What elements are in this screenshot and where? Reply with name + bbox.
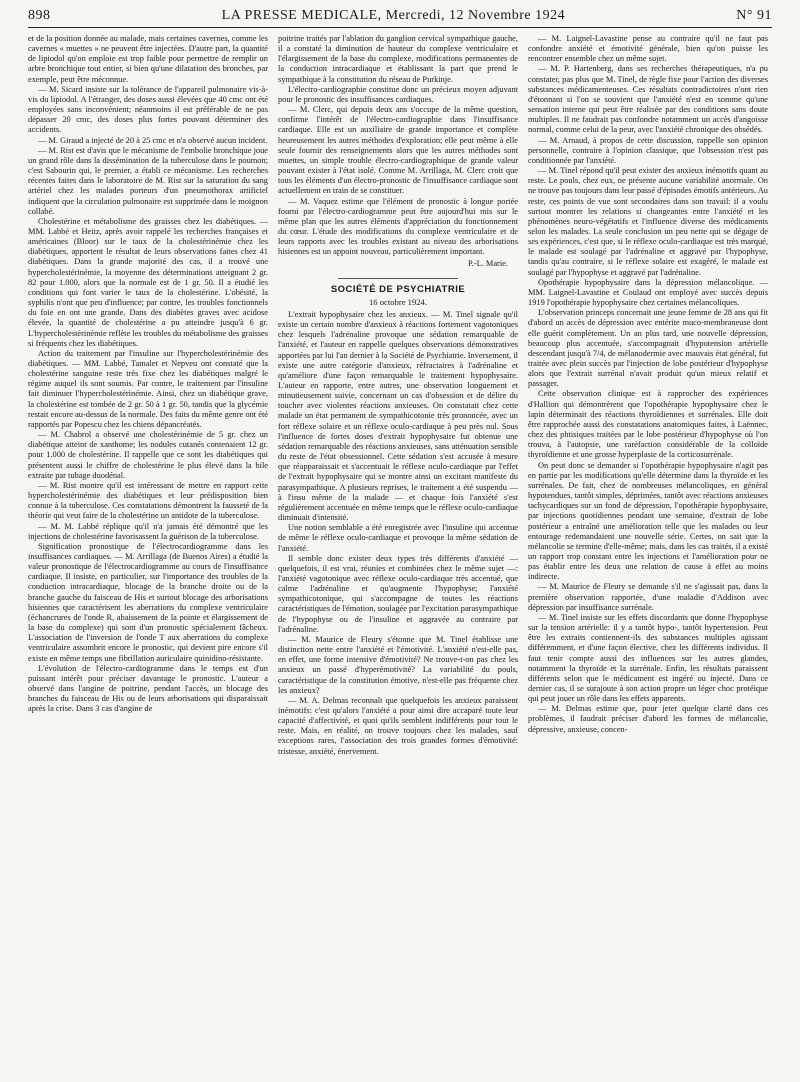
paragraph: — M. Tinel insiste sur les effets discordants que donne l'hypophyse sur la tension artérielle: il y a tantôt hypo-, tantôt hypertension. Peut être les extraits contiennent-ils des substances multiples agissant différemment, et d'une façon élective, chez les différents individus. Il faut tenir compte aussi des influences sur les autres glandes, notamment la thyroïde et la surrénale. Enfin, les résultats paraissent différents selon que le médicament est ingéré ou injecté. Dans ce dernier cas, il se surajoute à son action propre un léger choc protéique qui peut jouer un rôle dans les effets apparents. — [528, 612, 768, 704]
issue-number: N° 91 — [736, 8, 772, 23]
paragraph: poitrine traités par l'ablation du ganglion cervical sympathique gauche, il a constaté la diminution de hauteur du complexe ventriculaire et l'élargissement de la base du complexe, modifications permanentes de la conduction intracardiaque et établissant la part que prend le sympathique à la constitution du réseau de Purkinje. — [278, 34, 518, 84]
paragraph: L'électro-cardiographie constitue donc un précieux moyen adjuvant pour le pronostic des insuffisances cardiaques. — [278, 84, 518, 104]
column-middle-top — [278, 34, 518, 257]
paragraph: Cette observation clinique est à rapprocher des expériences d'Hallion qui démontrèrent que l'opothérapie hypophysaire chez le lapin déterminait des réactions thyroïdiennes et surrénales. Elle doit être rapprochée aussi des constatations anatomiques faites, à Laënnec, chez des phtisiques traitées par le lobe postérieur d'hypophyse où l'on trouva, à l'autopsie, une raréfaction considérable de la colloïde thyroïdienne et une grosse hyperplasie de la corticosurrénale. — [528, 389, 768, 460]
paragraph: L'évolution de l'électro-cardiogramme dans le temps est d'un puissant intérêt pour préciser davantage le pronostic. L'auteur a observé dans l'angine de poitrine, pendant l'accès, un blocage des branches du faisceau de His ou de leurs arborisations qui disparaissait après la crise. Dans 3 cas d'angine de — [28, 663, 268, 714]
paragraph: — M. Maurice de Fleury s'étonne que M. Tinel établisse une distinction nette entre l'anxiété et l'émotivité. L'anxiété n'est-elle pas, en effet, une forme intensive d'émotivité? Ne trouve-t-on pas chez les anxieux un passé d'hyperémotivité? La variabilité du pouls, caractéristique de la constitution émotive, n'est-elle pas fréquente chez les anxieux? — [278, 634, 518, 695]
column-left — [28, 34, 268, 757]
paragraph: Une notion semblable a été enregistrée avec l'insuline qui accentue de même le réflexe oculo-cardiaque et provoque la même sédation de l'anxiété. — [278, 523, 518, 553]
paragraph: — M. Delmas estime que, pour jeter quelque clarté dans ces problèmes, il faudrait préciser d'abord les formes de mélancolie, dépressive, anxieuse, concen- — [528, 704, 768, 734]
author-signature: P.-L. Marie. — [467, 259, 508, 269]
section-divider — [338, 278, 458, 279]
paragraph: — M. Maurice de Fleury se demande s'il ne s'agissait pas, dans la première observation rapportée, d'une maladie d'Addison avec dépression par insuffisance surrénale. — [528, 582, 768, 612]
page-header — [28, 8, 772, 28]
paragraph: et de la position donnée au malade, mais certaines cavernes, comme les cavernes « muettes » ne peuvent être injectées. D'autre part, la quantité de lipiodol qu'on emploie est trop faible pour permettre de remplir un arbre bronchique tout entier, si bien qu'une dilatation des bronches, par exemple, peut être méconnue. — [28, 34, 268, 84]
page-number: 898 — [28, 8, 51, 23]
column-middle-bottom — [278, 310, 518, 757]
column-middle — [278, 34, 518, 757]
column-right — [528, 34, 768, 757]
journal-title: LA PRESSE MEDICALE, Mercredi, 12 Novembre 1924 — [221, 8, 566, 23]
paragraph: — M. Rist montre qu'il est intéressant de mettre en rapport cette hypercholestérinémie des diabétiques et leur prédisposition bien connue à la tuberculose. Ces constatations démontrent la fausseté de la théorie qui veut faire de la cholestérine un antidote de la tuberculose. — [28, 480, 268, 521]
paragraph: Signification pronostique de l'électrocardiogramme dans les insuffisances cardiaques. — M. Arrillaga (de Buenos Aires) a étudié la valeur pronostique de l'électrocardiogramme au cours de l'insuffisance cardiaque. Il insiste, en particulier, sur l'importance des troubles de la conduction intracardiaque, blocage de la branche droite ou de la branche gauche du faisceau de His et surtout blocage des arborisations hisiennes que caractérisent les aberrations du complexe ventriculaire (échancrures de l'onde R, abaissement de la pointe et élargissement de la base du complexe) qui sont d'un pronostic spécialement fâcheux. L'association de l'inversion de l'onde T aux aberrations du complexe ventriculaire assombrit encore le pronostic, qui devient pire encore s'il existe en même temps une fibrillation auriculaire quinidino-résistante. — [28, 541, 268, 663]
paragraph: L'extrait hypophysaire chez les anxieux. — M. Tinel signale qu'il existe un certain nombre d'anxieux à réactions fortement vagotoniques chez lesquels l'adrénaline provoque une sédation remarquable de l'anxiété, et l'auteur en rappelle quelques observations démonstratives apportées par lui l'an dernier à la Société de Psychiatrie. Inversement, il existe une autre catégorie d'anxieux, réfractaires à l'adrénaline et qu'améliore d'une façon remarquable le traitement hypophysaire. L'auteur en rapporte, entre autres, une observation longuement et minutieusement suivie, concernant un cas d'obsession et de délire du toucher avec violentes réactions anxieuses. On constatait chez cette malade un état permanent de sympathicotonie très prononcée, avec un fort réflexe solaire et un réflexe oculo-cardiaque à peu près nul. Sous l'influence de fortes doses d'extrait hypophysaire fut obtenue une sédation remarquable des réactions anxieuses, sans atténuation sensible du reste de l'état obsessionnel. Cette sédation s'est accusée à mesure que réapparaissait et s'accentuait le réflexe oculo-cardiaque par l'effet de l'extrait hypophysaire qui se montre ainsi un excitant manifeste du parasympathique. A plusieurs reprises, le traitement a été suspendu — à l'insu même de la malade — et chaque fois l'anxiété s'est régulièrement accentuée en même temps que le réflexe oculo-cardiaque diminuait d'intensité. — [278, 309, 518, 523]
section-date: 16 octobre 1924. — [369, 296, 427, 307]
paragraph: — M. Rist est d'avis que le mécanisme de l'embolie bronchique joue un grand rôle dans la dissémination de la tuberculose dans le poumon; c'est Sabourin qui, le premier, a établi ce mécanisme. Les recherches récentes faites dans le laboratoire de M. Rist sur la saturation du sang artériel chez les malades porteurs d'un pneumothorax artificiel indiquent que la circulation pulmonaire est supprimée dans le moignon collabé. — [28, 145, 268, 216]
paragraph: Il semble donc exister deux types très différents d'anxiété — quelquefois, il est vrai, réunies et combinées chez le même sujet —: l'anxiété vagotonique avec réflexe oculo-cardiaque très accentué, que calme l'adrénaline et qu'augmente l'hypophyse; l'anxiété sympathicotonique, qui s'accompagne de toutes les réactions caractéristiques de l'émotion, soulagée par l'excitation parasympathique de l'hypophyse ou de l'insuline et aggravée au contraire par l'adrénaline. — [278, 553, 518, 634]
paragraph: — M. Giraud a injecté de 20 à 25 cmc et n'a observé aucun incident. — [38, 135, 268, 145]
paragraph: Opothérapie hypophysaire dans la dépression mélancolique. — MM. Laignel-Lavastine et Coulaud ont employé avec succès depuis 1919 l'opothérapie hypophysaire chez certaines mélancoliques. — [528, 277, 768, 308]
paragraph: L'observation princeps concernait une jeune femme de 28 ans qui fit d'abord un accès de dépression avec entérite muco-membraneuse dont elle guérit complètement. Un an plus tard, une nouvelle dépression, beaucoup plus accentuée, s'accompagnait d'hypotension artérielle descendant jusqu'à 7/4, de mélanodermie avec mauvais état général, fut traitée avec plein succès par l'injection de lobe postérieur d'hypophyse alors que l'extrait surrénal n'avait produit qu'un mieux relatif et passager. — [528, 308, 768, 389]
paragraph: Action du traitement par l'insuline sur l'hypercholestérinémie des diabétiques. — MM. Labbé, Tamalet et Nepveu ont constaté que la cholestérine sanguine reste très fixe chez les diabétiques malgré le régime auquel ils sont soumis. Par contre, le traitement par l'insuline fait diminuer l'hypercholestérinémie. Ainsi, chez un diabétique grave, la cholestérine est tombée de 2 gr. 50 à 1 gr. 50, tandis que la glycémie restait encore au-dessus de la normale. Des faits du même genre ont été rapportés par Popescu chez les chiens dépancréatés. — [28, 348, 268, 429]
paragraph: — M. Clerc, qui depuis deux ans s'occupe de la même question, confirme l'intérêt de l'électro-cardiographie dans l'insuffisance cardiaque. Elle est un auxiliaire de grande importance et complète heureusement les autres méthodes d'exploration; elle peut même à elle seule fournir des renseignements alors que les autres méthodes sont muettes, un simple trouble électro-cardiographique de grande valeur pouvant exister à l'état isolé. Comme M. Arrillaga, M. Clerc croit que tous les éléments d'un électro-pronostic de l'insuffisance cardiaque sont actuellement en train de se constituer. — [278, 105, 518, 196]
paragraph: — M. M. Labbé réplique qu'il n'a jamais été démontré que les injections de cholestérine favorisassent la guérison de la tuberculose. — [28, 521, 268, 541]
section-title: SOCIÉTÉ DE PSYCHIATRIE — [330, 283, 466, 295]
paragraph: — M. Vaquez estime que l'élément de pronostic à longue portée fourni par l'électro-cardiogramme peut être aujourd'hui mis sur le même plan que les autres éléments d'appréciation du fonctionnement du cœur. L'étude des modifications du complexe ventriculaire et de leurs rapports avec les troubles existant au niveau des arborisations hisiennes est un appoint nouveau, particulièrement important. — [278, 196, 518, 257]
paragraph: — M. Arnaud, à propos de cette discussion, rappelle son opinion personnelle, contraire à l'opinion classique, que l'obsession n'est pas conditionnée par l'anxiété. — [528, 135, 768, 165]
paragraph: Cholestérine et métabolisme des graisses chez les diabétiques. — MM. Labbé et Heitz, après avoir rappelé les recherches françaises et américaines (Bloor) sur le taux de la cholestérinémie chez les diabétiques, apportent le résultat de leurs observations faites chez 41 diabétiques. Dans la grande majorité des cas, il a trouvé une hypercholestérinémie, la moyenne des déterminations atteignant 2 gr. 82 pour 1.000, alors que la normale est de 1 gr. 50. Il a étudié les conditions qui font varier le taux de la cholestérine. L'obésité, la syphilis n'ont que peu d'influence; par contre, les troubles fonctionnels du foie en ont une grande. Dans des diabètes graves avec acidose élevée, la quantité de cholestérine a pu atteindre jusqu'à 6 gr. L'hypercholestérinémie reflète les troubles du métabolisme des graisses si fréquents chez les diabétiques. — [28, 216, 268, 348]
paragraph: On peut donc se demander si l'opothérapie hypophysaire n'agit pas en partie par les modifications qu'elle détermine dans la thyroïde et les surrénales. De fait, chez de nombreuses mélancoliques, en général hypotendues, tantôt simples, déprimées, tantôt avec réactions anxieuses tachycardiques sur un fond de dépression, l'opothérapie hypophysaire, par injections quotidiennes pendant une semaine, d'extrait de lobe postérieur a entraîné une amélioration telle que les malades ou leur entourage redemandaient une nouvelle série. Certes, on sait que la mélancolie se termine d'elle-même; mais, dans les cas traités, il a existé un rapport trop constant entre les injections et l'amélioration pour ne pas établir entre les deux une relation de cause à effet au moins indirecte. — [528, 460, 768, 582]
paragraph: — M. Sicard insiste sur la tolérance de l'appareil pulmonaire vis-à-vis du lipiodol. A l'étranger, des doses aussi élevées que 40 cmc ont été employées sans inconvénient; néanmoins il est préférable de ne pas dépasser 20 cmc, des doses plus fortes pouvant déterminer des accidents. — [28, 84, 268, 135]
paragraph: — M. Chabrol a observé une cholestérinémie de 5 gr. chez un diabétique atteint de xanthome; les nodules cutanés contenaient 12 gr. pour 1.000 de cholestérine. Il rappelle que ce sont les diabétiques qui présentent aussi le chiffre de cholestérine le plus élevé dans la bile extraite par tubage duodénal. — [28, 430, 268, 480]
paragraph: — M. P. Hartenberg, dans ses recherches thérapeutiques, n'a pu constater, pas plus que M. Tinel, de règle fixe pour l'action des diverses substances médicamenteuses. Ces résultats contradictoires n'ont rien d'étonnant si l'on se souvient que l'anxiété n'est en somme qu'une sensation interne qui peut être réalisée par des conditions sans doute multiples. Il ne faudrait pas confondre notamment un accès d'angoisse normal, comme celui de la peur, avec l'anxiété chronique des obsédés. — [528, 64, 768, 135]
paragraph: — M. A. Delmas reconnaît que quelquefois les anxieux paraissent inémotifs: c'est qu'alors l'anxiété a pour ainsi dire accaparé toute leur capacité d'affectivité, et quoi qu'ils semblent indifférents pour tout le reste. Mais, en réalité, on trouve toujours chez les malades, sauf exceptions rares, l'association des trois grandes formes d'émotivité: tristesse, anxiété, énervement. — [278, 695, 518, 756]
paragraph: — M. Laignel-Lavastine pense au contraire qu'il ne faut pas confondre anxiété et émotivité générale, bien qu'on puisse les rencontrer ensemble chez un même sujet. — [528, 34, 768, 64]
text-columns — [28, 34, 772, 757]
paragraph: — M. Tinel répond qu'il peut exister des anxieux inémotifs quant au reste. Le pouls, chez eux, ne présente aucune variabilité anormale. On ne trouve pas toujours dans leur passé d'épisodes émotifs antérieurs. Au reste, ces points de vue sont secondaires dans son travail: il a voulu surtout montrer les relations si changeantes entre l'anxiété et les phénomènes neuro-végétatifs et l'influence diverse des médicaments selon les malades. La seule conclusion un peu nette qui se dégage de ses expériences, c'est que, si le réflexe oculo-cardiaque est très marqué, le malade est soulagé par l'adrénaline et aggravé par l'hypophyse, tandis qu'au contraire, si le réflexe solaire est exagéré, le malade est soulagé par l'hypophyse et aggravé par l'adrénaline. — [528, 166, 768, 277]
